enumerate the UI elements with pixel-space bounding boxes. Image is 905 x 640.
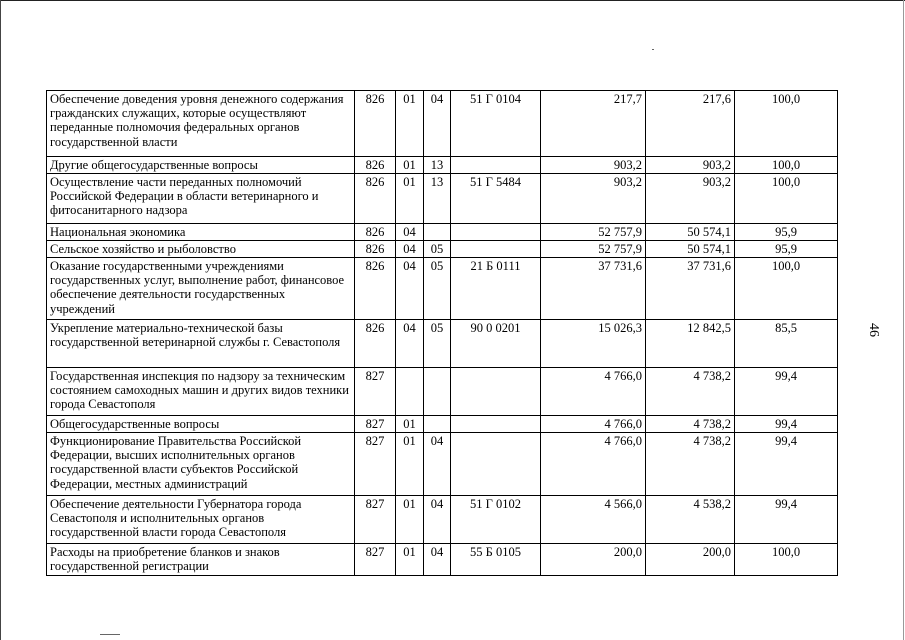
actual-amount-cell: 37 731,6 [646,258,735,320]
plan-amount-cell: 903,2 [541,174,646,224]
percent-cell: 95,9 [735,224,838,241]
actual-amount-cell: 217,6 [646,91,735,157]
ministry-code-cell: 827 [355,496,396,544]
target-article-cell [451,224,541,241]
plan-amount-cell: 37 731,6 [541,258,646,320]
row-name-cell: Укрепление материально-технической базы государственной ветеринарной службы г. Севастополя [47,320,355,368]
actual-amount-cell: 903,2 [646,174,735,224]
plan-amount-cell: 4 766,0 [541,416,646,433]
ministry-code-cell: 827 [355,368,396,416]
actual-amount-cell: 4 738,2 [646,416,735,433]
scan-edge-left [0,0,1,640]
actual-amount-cell: 50 574,1 [646,241,735,258]
subsection-code-cell: 05 [424,320,451,368]
plan-amount-cell: 15 026,3 [541,320,646,368]
percent-cell: 99,4 [735,368,838,416]
target-article-cell [451,416,541,433]
percent-cell: 99,4 [735,496,838,544]
section-code-cell: 01 [396,174,424,224]
section-code-cell: 04 [396,224,424,241]
ministry-code-cell: 827 [355,433,396,496]
target-article-cell: 55 Б 0105 [451,544,541,576]
subsection-code-cell: 04 [424,544,451,576]
section-code-cell: 04 [396,258,424,320]
target-article-cell [451,368,541,416]
row-name-cell: Государственная инспекция по надзору за техническим состоянием самоходных машин и других видов техники города Севастополя [47,368,355,416]
subsection-code-cell: 05 [424,241,451,258]
ministry-code-cell: 826 [355,241,396,258]
ministry-code-cell: 827 [355,544,396,576]
ministry-code-cell: 826 [355,174,396,224]
scan-speck [100,634,120,635]
actual-amount-cell: 903,2 [646,157,735,174]
subsection-code-cell: 04 [424,433,451,496]
table-row [47,174,838,224]
ministry-code-cell: 826 [355,91,396,157]
plan-amount-cell: 4 766,0 [541,433,646,496]
subsection-code-cell [424,368,451,416]
target-article-cell: 51 Г 0102 [451,496,541,544]
subsection-code-cell: 05 [424,258,451,320]
section-code-cell: 01 [396,496,424,544]
plan-amount-cell: 217,7 [541,91,646,157]
table-row [47,224,838,241]
percent-cell: 100,0 [735,258,838,320]
target-article-cell: 21 Б 0111 [451,258,541,320]
section-code-cell: 01 [396,416,424,433]
scan-speck [652,49,654,50]
plan-amount-cell: 4 766,0 [541,368,646,416]
subsection-code-cell: 04 [424,91,451,157]
section-code-cell: 01 [396,157,424,174]
section-code-cell: 01 [396,544,424,576]
target-article-cell: 51 Г 5484 [451,174,541,224]
section-code-cell [396,368,424,416]
actual-amount-cell: 50 574,1 [646,224,735,241]
plan-amount-cell: 903,2 [541,157,646,174]
table-row [47,91,838,157]
percent-cell: 95,9 [735,241,838,258]
row-name-cell: Оказание государственными учреждениями государственных услуг, выполнение работ, финансовое обеспечение деятельности государственных учреждений [47,258,355,320]
subsection-code-cell [424,224,451,241]
plan-amount-cell: 200,0 [541,544,646,576]
table-row [47,157,838,174]
actual-amount-cell: 4 738,2 [646,368,735,416]
actual-amount-cell: 4 738,2 [646,433,735,496]
table-row [47,544,838,576]
table-row [47,320,838,368]
percent-cell: 100,0 [735,544,838,576]
row-name-cell: Другие общегосударственные вопросы [47,157,355,174]
plan-amount-cell: 4 566,0 [541,496,646,544]
ministry-code-cell: 826 [355,157,396,174]
percent-cell: 100,0 [735,174,838,224]
subsection-code-cell: 13 [424,157,451,174]
row-name-cell: Обеспечение доведения уровня денежного содержания гражданских служащих, которые осуществляют переданные полномочия федеральных органов государственной власти [47,91,355,157]
percent-cell: 85,5 [735,320,838,368]
percent-cell: 100,0 [735,157,838,174]
percent-cell: 99,4 [735,416,838,433]
row-name-cell: Общегосударственные вопросы [47,416,355,433]
scan-edge-top [0,0,905,1]
row-name-cell: Национальная экономика [47,224,355,241]
section-code-cell: 04 [396,241,424,258]
table-row [47,258,838,320]
scan-edge-right [903,0,904,640]
table-row [47,496,838,544]
budget-table [46,90,838,576]
actual-amount-cell: 12 842,5 [646,320,735,368]
page-number: 46 [866,323,881,337]
subsection-code-cell: 13 [424,174,451,224]
target-article-cell [451,241,541,258]
ministry-code-cell: 826 [355,258,396,320]
row-name-cell: Сельское хозяйство и рыболовство [47,241,355,258]
target-article-cell [451,157,541,174]
section-code-cell: 04 [396,320,424,368]
target-article-cell: 51 Г 0104 [451,91,541,157]
row-name-cell: Расходы на приобретение бланков и знаков государственной регистрации [47,544,355,576]
subsection-code-cell: 04 [424,496,451,544]
actual-amount-cell: 4 538,2 [646,496,735,544]
section-code-cell: 01 [396,91,424,157]
target-article-cell [451,433,541,496]
row-name-cell: Осуществление части переданных полномочий Российской Федерации в области ветеринарного и фитосанитарного надзора [47,174,355,224]
table-row [47,416,838,433]
ministry-code-cell: 827 [355,416,396,433]
ministry-code-cell: 826 [355,320,396,368]
percent-cell: 99,4 [735,433,838,496]
actual-amount-cell: 200,0 [646,544,735,576]
section-code-cell: 01 [396,433,424,496]
table-row [47,433,838,496]
plan-amount-cell: 52 757,9 [541,241,646,258]
row-name-cell: Функционирование Правительства Российской Федерации, высших исполнительных органов государственной власти субъектов Российской Федерации, местных администраций [47,433,355,496]
percent-cell: 100,0 [735,91,838,157]
table-row [47,241,838,258]
ministry-code-cell: 826 [355,224,396,241]
subsection-code-cell [424,416,451,433]
plan-amount-cell: 52 757,9 [541,224,646,241]
target-article-cell: 90 0 0201 [451,320,541,368]
table-row [47,368,838,416]
row-name-cell: Обеспечение деятельности Губернатора города Севастополя и исполнительных органов государственной власти города Севастополя [47,496,355,544]
